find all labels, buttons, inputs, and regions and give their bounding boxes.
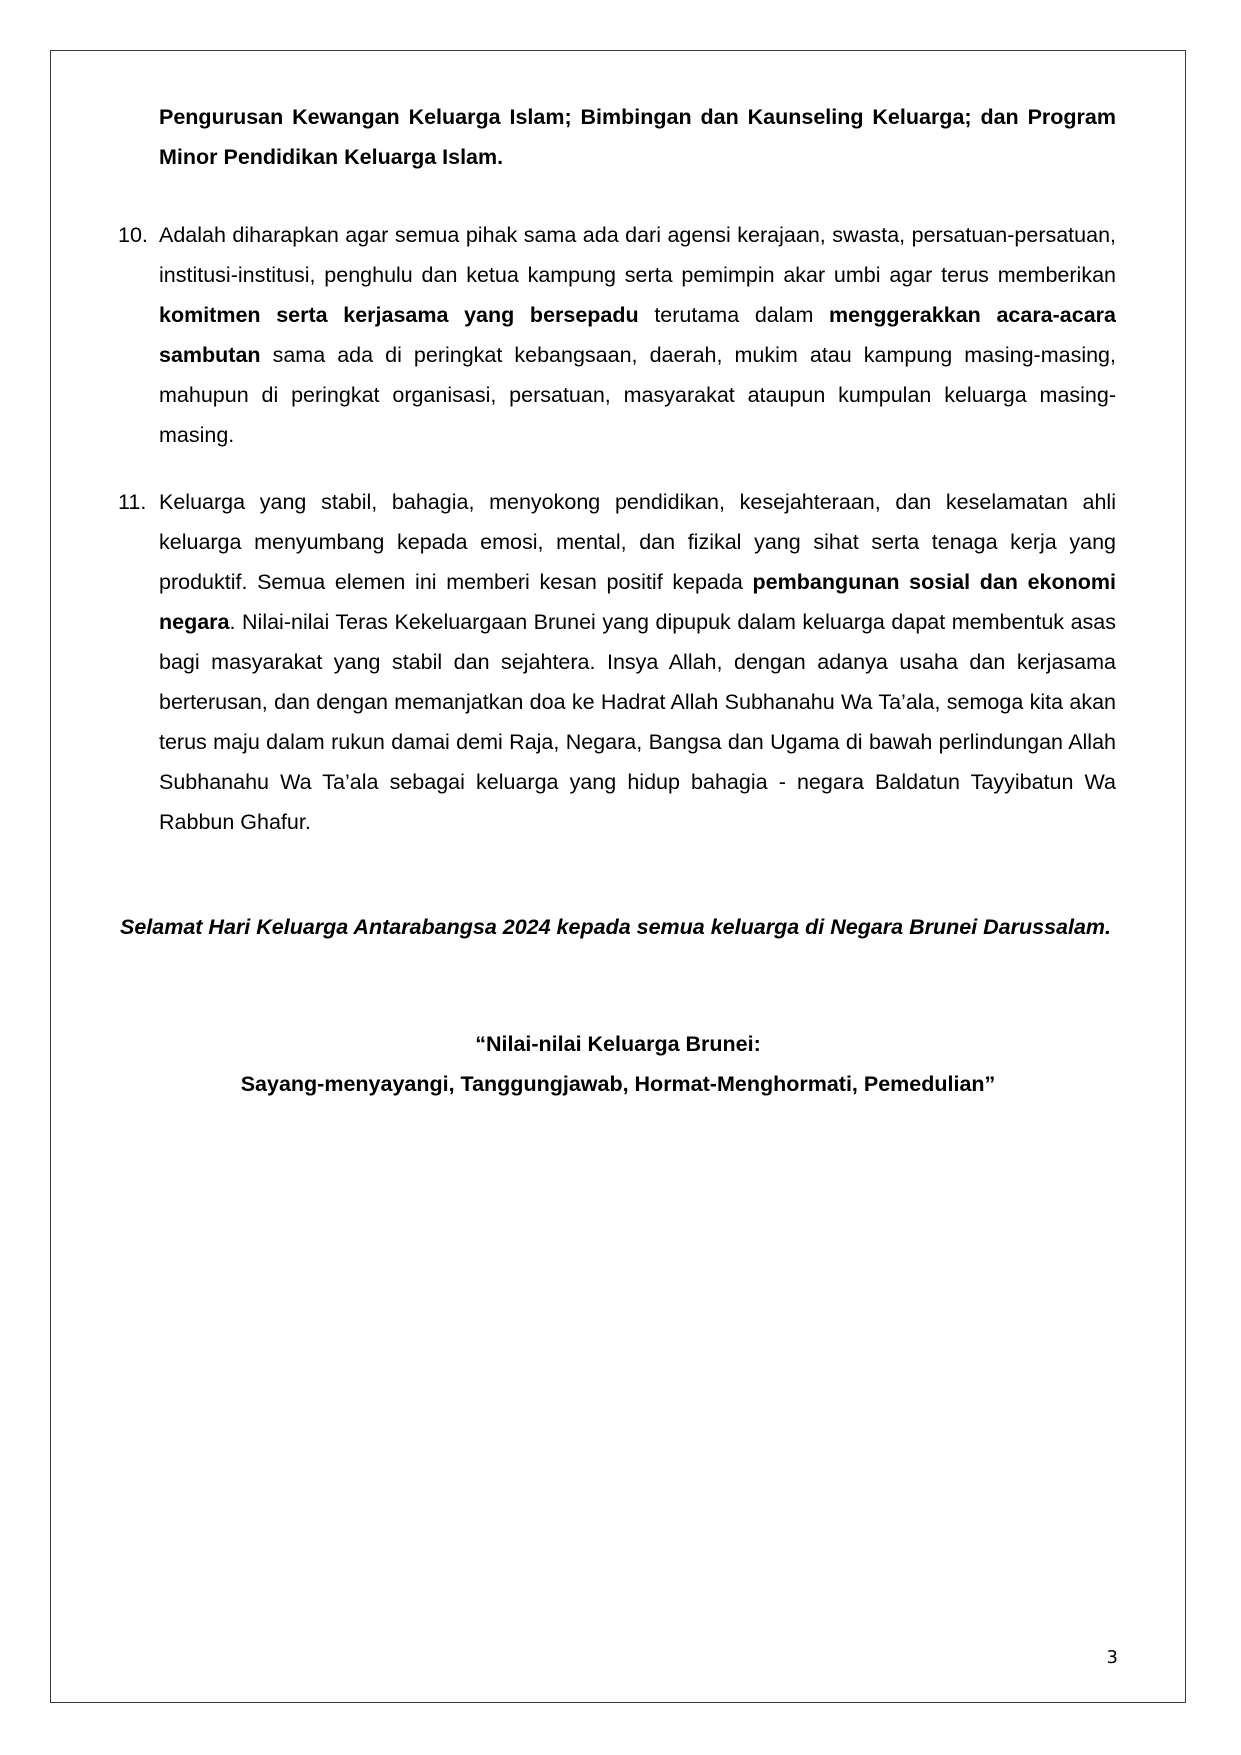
text-segment: sama ada di peringkat kebangsaan, daerah, mukim atau kampung masing-masing, mahupun di peringkat organisasi, persatuan, masyarakat ataupun kumpulan keluarga masing-masing. (159, 343, 1116, 447)
text-segment: Adalah diharapkan agar semua pihak sama ada dari agensi kerajaan, swasta, persatuan-persatuan, institusi-institusi, penghulu dan ketua kampung serta pemimpin akar umbi agar terus memberikan (159, 223, 1116, 287)
page-number: 3 (1106, 1647, 1118, 1668)
list-item-number: 11. (118, 490, 147, 514)
motto-line-2: Sayang-menyayangi, Tanggungjawab, Hormat-Menghormati, Pemedulian” (240, 1072, 996, 1096)
motto (120, 1024, 1116, 1104)
bold-segment-commitment: komitmen serta kerjasama yang bersepadu (159, 303, 639, 327)
list-item-10 (118, 215, 1116, 455)
list-item-body (159, 215, 1116, 455)
bold-segment-development: pembangunan sosial dan ekonomi negara (159, 570, 1116, 634)
text-segment: Keluarga yang stabil, bahagia, menyokong pendidikan, kesejahteraan, dan keselamatan ahli keluarga menyumbang kepada emosi, mental, dan fizikal yang sihat serta tenaga kerja yang produktif. Semua elemen ini memberi kesan positif kepada (159, 490, 1116, 594)
bold-segment-mobilize-events: menggerakkan acara-acara sambutan (159, 303, 1116, 367)
text-segment: terutama dalam (638, 303, 830, 327)
list-item-body (159, 482, 1116, 842)
list-item-11 (118, 482, 1116, 842)
motto-line-1: “Nilai-nilai Keluarga Brunei: (475, 1032, 761, 1056)
text-segment: . Nilai-nilai Teras Kekeluargaan Brunei yang dipupuk dalam keluarga dapat membentuk asas bagi masyarakat yang stabil dan sejahtera. Insya Allah, dengan adanya usaha dan kerjasama berterusan, dan dengan memanjatkan doa ke Hadrat Allah Subhanahu Wa Ta’ala, semoga kita akan terus maju dalam rukun damai demi Raja, Negara, Bangsa dan Ugama di bawah perlindungan Allah Subhanahu Wa Ta’ala sebagai keluarga yang hidup bahagia - negara Baldatun Tayyibatun Wa Rabbun Ghafur. (159, 610, 1116, 834)
greeting-text: Selamat Hari Keluarga Antarabangsa 2024 kepada semua keluarga di Negara Brunei Darussalam. (120, 915, 1112, 939)
continuation-paragraph: Pengurusan Kewangan Keluarga Islam; Bimbingan dan Kaunseling Keluarga; dan Program Minor Pendidikan Keluarga Islam. (159, 105, 1116, 169)
list-item-number: 10. (118, 223, 148, 247)
